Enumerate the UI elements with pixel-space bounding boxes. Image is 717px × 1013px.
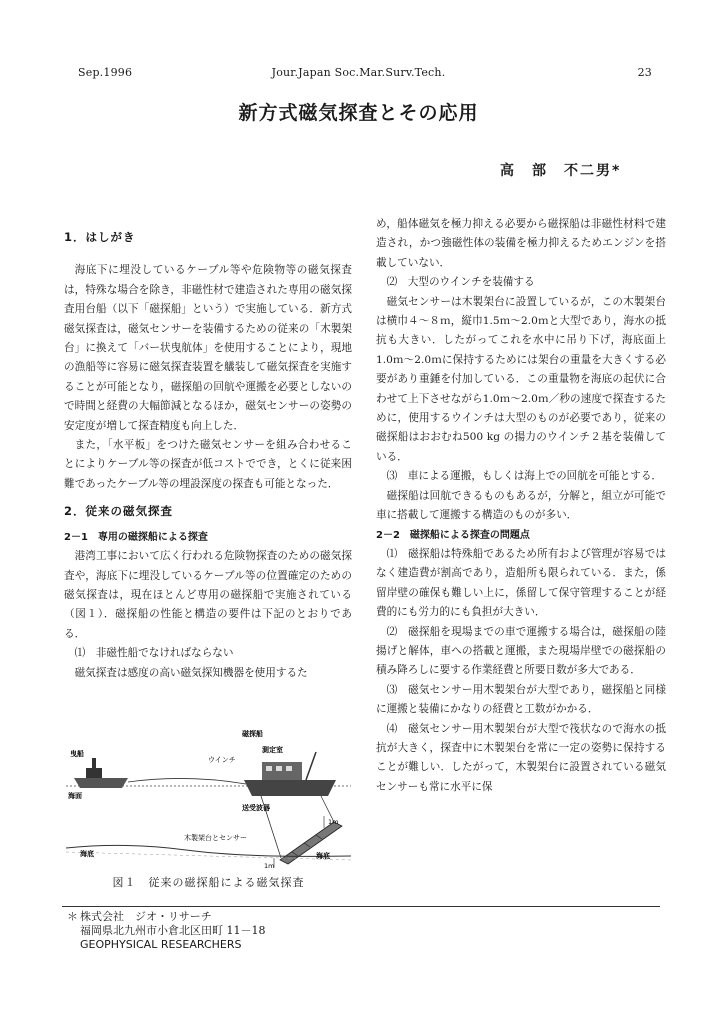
label-1m-vertical: 1m	[328, 818, 339, 826]
right-column	[376, 215, 666, 797]
figure-1-diagram	[66, 730, 351, 870]
author-name: 高 部 不二男*	[500, 163, 622, 179]
subsection-heading: 2－2 磁探船による探査の問題点	[376, 529, 530, 541]
footnote-rule	[62, 906, 660, 907]
tugboat-icon	[74, 758, 128, 788]
list-item: ⑶ 磁気センサー用木製架台が大型であり，磁探船と同様に運搬と装備にかなりの経費と工数がかかる．	[376, 683, 666, 716]
label-cable: 送受波器	[242, 804, 270, 812]
label-1m-horizontal: 1m	[264, 862, 275, 870]
label-sea-surface: 海面	[68, 792, 82, 800]
paragraph: 磁気センサーは木製架台に設置しているが，この木製架台は横巾４～８ｍ，縦巾1.5ｍ～2.0ｍと大型であり，海水の抵抗も大きい．したがってこれを水中に吊り下げ，海底面上1.0ｍ～2.0ｍに保持するためには架台の重量を大きくする必要があり重錘を付加している．この重量物を海底の起伏に合わせて上下させながら1.0ｍ～2.0ｍ／秒の速度で探査するために，使用するウインチは大型のものが必要であり，従来の磁探船はおおむね500 kg の揚力のウインチ２基を装備している．	[376, 295, 666, 463]
label-seabed-left: 海底	[80, 850, 94, 858]
label-measuring-room: 測定室	[262, 746, 283, 754]
section-heading-1: 1．はしがき	[64, 230, 136, 244]
paragraph: 磁探船は回航できるものもあるが，分解と，組立が可能で車に搭載して運搬する構造のものが多い．	[376, 489, 666, 522]
footnote-english: GEOPHYSICAL RESEARCHERS	[80, 938, 242, 951]
left-column	[64, 228, 352, 683]
list-item: ⑴ 非磁性船でなければならない	[74, 647, 234, 660]
footnote-company: 株式会社 ジオ・リサーチ	[80, 910, 212, 923]
list-item: ⑴ 磁探船は特殊船であるため所有および管理が容易ではなく建造費が割高であり，造船所も限られている．また，係留岸壁の確保も難しい上に，係留して保守管理することが経費的にも労力的にも負担が大きい．	[376, 547, 666, 619]
label-wooden-frame: 木製架台とセンサー	[184, 834, 247, 842]
subsection-heading: 2－1 専用の磁探船による探査	[64, 531, 208, 543]
label-survey-boat: 磁探船	[242, 730, 263, 738]
page-number: 23	[637, 66, 652, 79]
label-tugboat: 曳船	[70, 750, 84, 758]
list-item: ⑵ 大型のウインチを装備する	[386, 276, 535, 289]
paragraph: め，船体磁気を極力抑える必要から磁探船は非磁性材料で建造され，かつ強磁性体の装備を極力抑えるためエンジンを搭載していない．	[376, 218, 666, 269]
list-item: ⑵ 磁探船を現場までの車で運搬する場合は，磁探船の陸揚げと解体，車への搭載と運搬，また現場岸壁での磁探船の積み降ろしに要する作業経費と所要日数が多大である．	[376, 625, 666, 677]
wooden-frame-icon	[280, 822, 342, 864]
paragraph: 海底下に埋没しているケーブル等や危険物等の磁気探査は，特殊な場合を除き，非磁性材で建造された専用の磁気探査用台船（以下「磁探船」という）で実施している．新方式磁気探査は，磁気センサーを装備するための従来の「木製架台」に換えて「バー状曳航体」を使用することにより，現地の漁船等に容易に磁気探査装置を艤装して磁気探査を実施することが可能となり，磁探船の回航や運搬を必要としないので時間と経費の大幅節減となるほか，磁気センサーの姿勢の安定度が増して探査精度も向上した．	[64, 264, 352, 432]
section-heading-2: 2．従来の磁気探査	[64, 504, 174, 519]
running-header-date: Sep.1996	[78, 66, 133, 79]
footnote	[67, 910, 266, 952]
paragraph: 磁気探査は感度の高い磁気探知機器を使用するた	[74, 666, 308, 679]
running-header-journal: Jour.Japan Soc.Mar.Surv.Tech.	[271, 66, 446, 79]
paragraph: また，「水平板」をつけた磁気センサーを組み合わせることによりケーブル等の探査が低コストででき，とくに従来困難であったケーブル等の埋設深度の探査も可能となった．	[64, 439, 352, 490]
paragraph: 港湾工事において広く行われる危険物探査のための磁気探査や，海底下に埋没しているケーブル等の位置確定のための磁気探査は，現在ほとんど専用の磁探船で実施されている（図１）．磁探船の性能と構造の要件は下記のとおりである．	[64, 550, 352, 640]
figure-caption: 図１ 従来の磁探船による磁気探査	[112, 876, 305, 889]
tow-line	[128, 778, 246, 784]
footnote-mark: ＊	[67, 910, 78, 923]
survey-boat-icon	[244, 752, 336, 796]
label-winch: ウインチ	[208, 756, 236, 764]
label-seabed-right: 海底	[316, 852, 330, 860]
list-item: ⑶ 車による運搬，もしくは海上での回航を可能とする．	[386, 470, 663, 483]
footnote-address: 福岡県北九州市小倉北区田町 11－18	[80, 924, 266, 937]
article-title: 新方式磁気探査とその応用	[238, 102, 479, 124]
list-item: ⑷ 磁気センサー用木製架台が大型で筏状なので海水の抵抗が大きく，探査中に木製架台を常に一定の姿勢に保持することが難しい．したがって，木製架台に設置されている磁気センサーも常に水平に保	[376, 722, 666, 793]
